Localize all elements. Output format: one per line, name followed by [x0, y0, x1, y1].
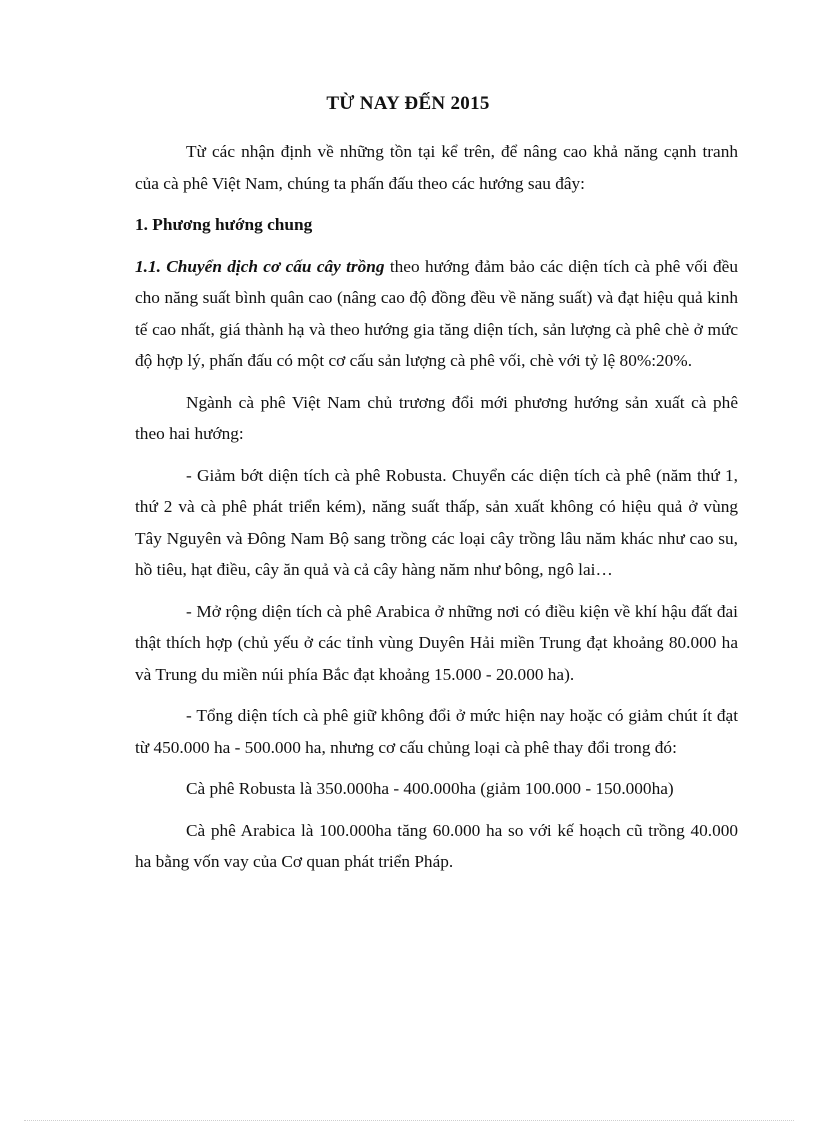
- bullet-total-area: - Tổng diện tích cà phê giữ không đổi ở mức hiện nay hoặc có giảm chút ít đạt từ 450.000 ha - 500.000 ha, nhưng cơ cấu chủng loại cà phê thay đổi trong đó:: [135, 706, 738, 757]
- section-heading: 1. Phương hướng chung: [135, 215, 313, 234]
- intro-paragraph: Từ các nhận định về những tồn tại kể trên, để nâng cao khả năng cạnh tranh của cà phê Việt Nam, chúng ta phấn đấu theo các hướng sau đây:: [135, 142, 738, 193]
- bullet-expand-arabica: - Mở rộng diện tích cà phê Arabica ở những nơi có điều kiện về khí hậu đất đai thật thích hợp (chủ yếu ở các tỉnh vùng Duyên Hải miền Trung đạt khoảng 80.000 ha và Trung du miền núi phía Bắc đạt khoảng 15.000 - 20.000 ha).: [135, 601, 738, 684]
- subsection-text: theo hướng đảm bảo các diện tích cà phê vối đều cho năng suất bình quân cao (nâng cao độ đồng đều về năng suất) và đạt hiệu quả kinh tế cao nhất, giá thành hạ và theo hướng gia tăng diện tích, sản lượng cà phê chè ở mức độ hợp lý, phấn đấu có một cơ cấu sản lượng cà phê vối, chè với tỷ lệ 80%:20%.: [135, 256, 738, 370]
- subsection-lead: 1.1. Chuyển dịch cơ cấu cây trồng: [135, 256, 385, 276]
- document-body: [135, 136, 738, 888]
- strategy-paragraph: Ngành cà phê Việt Nam chủ trương đổi mới phương hướng sản xuất cà phê theo hai hướng:: [135, 392, 738, 443]
- page-bottom-divider: [24, 1120, 794, 1121]
- robusta-area-line: Cà phê Robusta là 350.000ha - 400.000ha (giảm 100.000 - 150.000ha): [186, 779, 674, 798]
- bullet-reduce-robusta: - Giảm bớt diện tích cà phê Robusta. Chuyển các diện tích cà phê (năm thứ 1, thứ 2 và cà phê phát triển kém), năng suất thấp, sản xuất không có hiệu quả ở vùng Tây Nguyên và Đông Nam Bộ sang trồng các loại cây trồng lâu năm khác như cao su, hồ tiêu, hạt điều, cây ăn quả và cả cây hàng năm như bông, ngô lai…: [135, 465, 738, 579]
- document-title: TỪ NAY ĐẾN 2015: [326, 93, 490, 114]
- arabica-area-paragraph: Cà phê Arabica là 100.000ha tăng 60.000 ha so với kế hoạch cũ trồng 40.000 ha bằng vốn vay của Cơ quan phát triển Pháp.: [135, 820, 738, 871]
- subsection-paragraph: [135, 251, 738, 377]
